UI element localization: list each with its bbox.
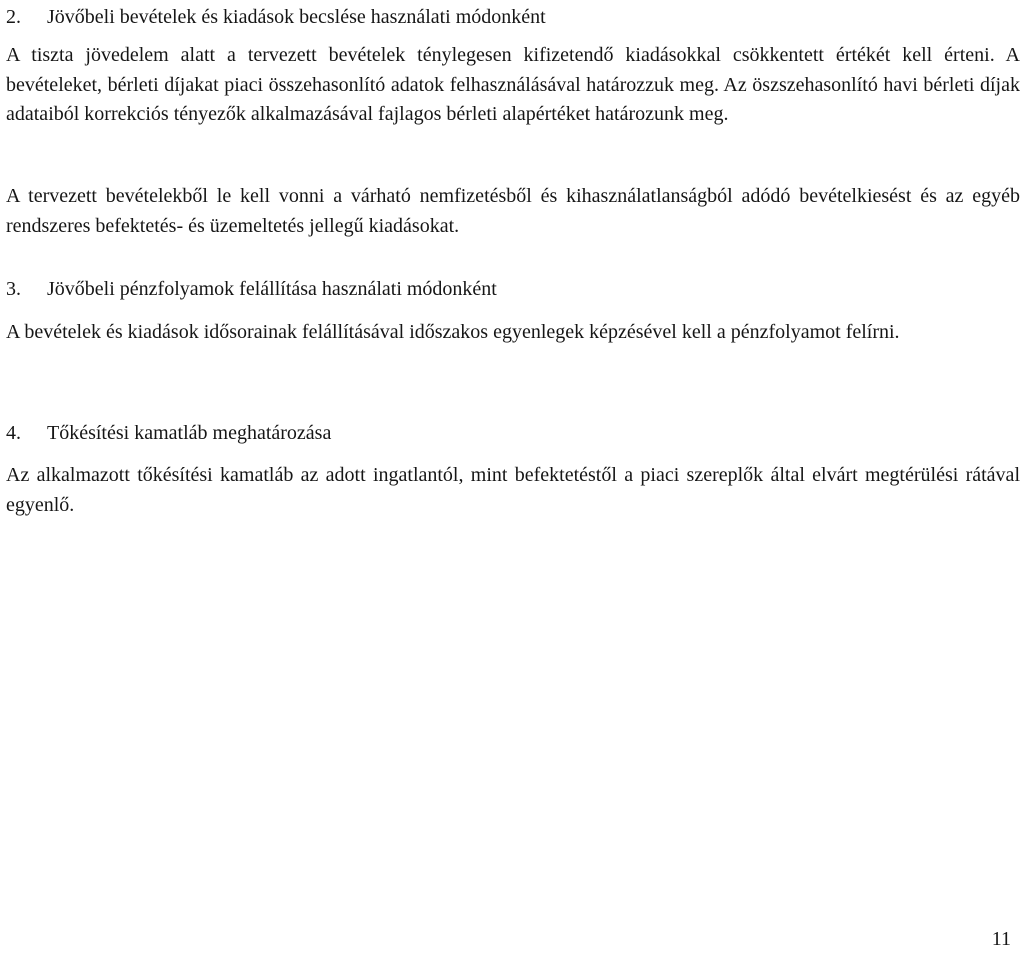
section-3-number: 3. <box>6 278 21 300</box>
section-3-title: Jövőbeli pénzfolyamok felállítása használati módonként <box>47 278 497 300</box>
section-3-heading <box>6 275 497 303</box>
page-number: 11 <box>991 928 1011 950</box>
section-4-title: Tőkésítési kamatláb meghatározása <box>47 422 332 444</box>
section-4-number: 4. <box>6 422 21 444</box>
section-2-number: 2. <box>6 6 21 28</box>
section-2-paragraph-1: A tiszta jövedelem alatt a tervezett bevételek ténylegesen kifizetendő kiadásokkal csökkentett értékét kell érteni. A bevételeket, bérleti díjakat piaci összehasonlító adatok felhasználásával határozzuk meg. Az öszszehasonlító havi bérleti díjak adataiból korrekciós tényezők alkalmazásával fajlagos bérleti alapértéket határozunk meg. <box>6 44 1020 126</box>
section-2-paragraph-2: A tervezett bevételekből le kell vonni a várható nemfizetésből és kihasználatlanságból adódó bevételkiesést és az egyéb rendszeres befektetés- és üzemeltetés jellegű kiadásokat. <box>6 185 1020 237</box>
section-2-title: Jövőbeli bevételek és kiadások becslése használati módonként <box>47 6 546 28</box>
section-3-paragraph-1: A bevételek és kiadások idősorainak felállításával időszakos egyenlegek képzésével kell a pénzfolyamot felírni. <box>6 321 900 343</box>
section-4-paragraph-1: Az alkalmazott tőkésítési kamatláb az adott ingatlantól, mint befektetéstől a piaci szereplők által elvárt megtérülési rátával egyenlő. <box>6 464 1020 516</box>
section-4-heading <box>6 419 331 447</box>
section-2-heading <box>6 3 546 31</box>
